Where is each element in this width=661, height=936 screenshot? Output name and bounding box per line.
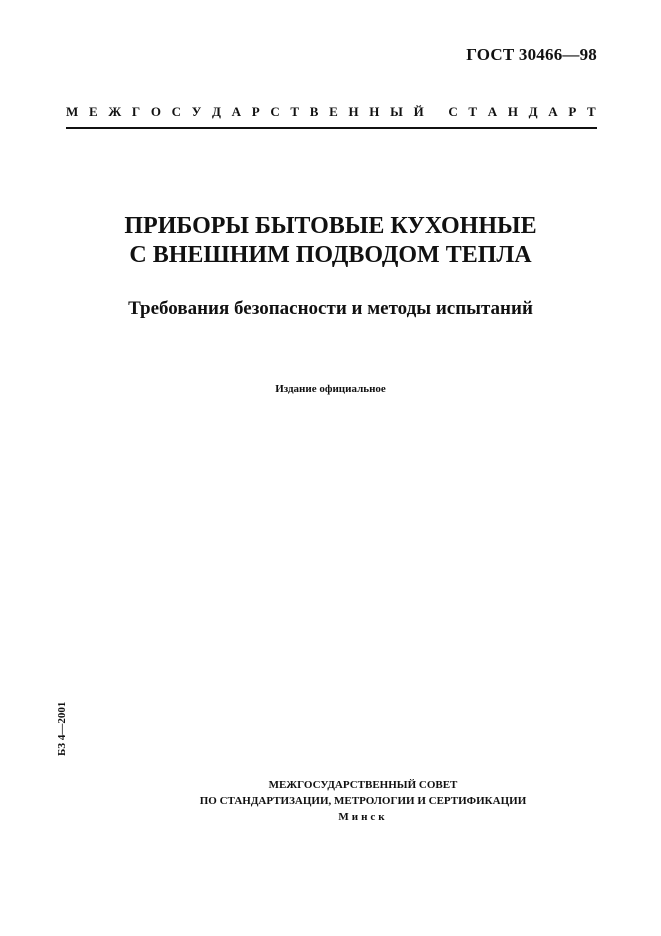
series-letter <box>434 104 437 120</box>
publisher-block <box>0 777 661 825</box>
series-heading <box>66 104 596 120</box>
side-note: БЗ 4—2001 <box>56 701 68 756</box>
standard-code: ГОСТ 30466—98 <box>466 45 597 64</box>
publisher-line-2: ПО СТАНДАРТИЗАЦИИ, МЕТРОЛОГИИ И СЕРТИФИКАЦИИ <box>199 795 527 807</box>
header-rule <box>66 127 597 129</box>
series-letter: Ж <box>108 104 122 119</box>
series-letter: У <box>191 104 202 119</box>
series-letter: А <box>231 104 241 119</box>
edition-label: Издание официальное <box>275 383 386 395</box>
series-letter: Н <box>369 104 380 119</box>
series-letter: Е <box>88 104 98 119</box>
series-letter: А <box>548 104 558 119</box>
series-letter: О <box>150 104 161 119</box>
series-letter: Г <box>131 104 141 119</box>
series-letter: С <box>171 104 182 119</box>
publisher-city: Минск <box>338 811 388 823</box>
series-letter: С <box>270 104 280 119</box>
series-letter: В <box>309 104 319 119</box>
series-letter: Р <box>568 104 577 119</box>
series-letter: Т <box>290 104 300 119</box>
title-line-2: С ВНЕШНИМ ПОДВОДОМ ТЕПЛА <box>129 242 532 268</box>
series-letter: А <box>487 104 498 119</box>
series-letter: М <box>66 104 79 119</box>
document-title <box>0 212 661 270</box>
series-letter: Н <box>507 104 518 119</box>
title-line-1: ПРИБОРЫ БЫТОВЫЕ КУХОННЫЕ <box>124 213 537 239</box>
document-subtitle: Требования безопасности и методы испытаний <box>128 298 533 319</box>
series-letter: Р <box>251 104 260 119</box>
series-letter: Т <box>587 104 596 119</box>
publisher-line-1: МЕЖГОСУДАРСТВЕННЫЙ СОВЕТ <box>268 779 458 791</box>
series-letter: Т <box>468 104 478 119</box>
series-letter: Д <box>211 104 221 119</box>
series-letter: С <box>448 104 458 119</box>
series-letter: Д <box>528 104 538 119</box>
series-letter: Ы <box>390 104 403 119</box>
series-letter: Е <box>329 104 338 119</box>
series-letter: Н <box>348 104 359 119</box>
series-letter: Й <box>413 104 424 119</box>
